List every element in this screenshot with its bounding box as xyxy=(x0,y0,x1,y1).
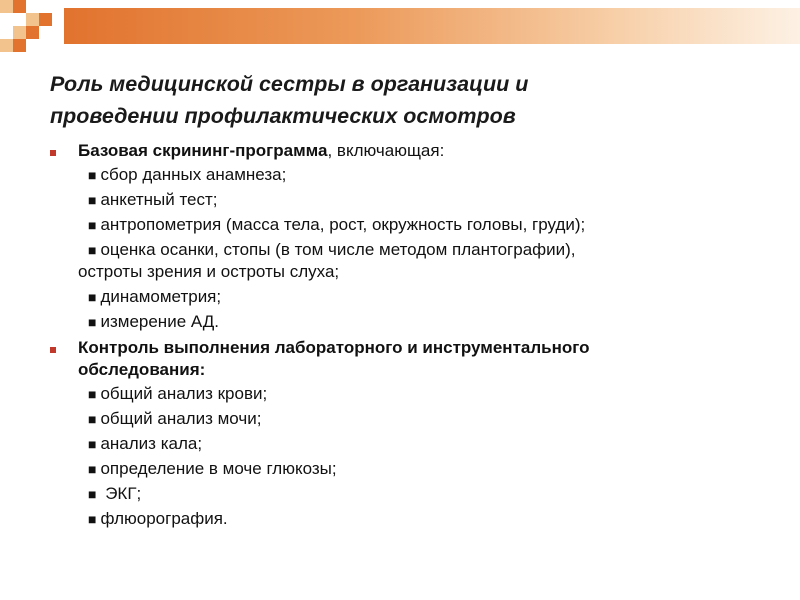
list-item xyxy=(88,456,770,481)
slide-title xyxy=(50,68,770,132)
list-item-text: общий анализ крови; xyxy=(100,383,268,403)
slide-title-line-1: Роль медицинской сестры в организации и xyxy=(50,72,529,96)
item-marker: ■ xyxy=(88,510,97,527)
section-heading-bold: Базовая скрининг-программа xyxy=(78,141,328,160)
item-marker: ■ xyxy=(88,460,97,477)
section-heading xyxy=(78,140,770,162)
corner-decor-square-8 xyxy=(13,39,26,52)
list-item-text: анализ кала; xyxy=(100,433,203,453)
list-item-text: антропометрия (масса тела, рост, окружность головы, груди); xyxy=(100,214,586,234)
section-bullet xyxy=(50,150,56,156)
corner-decor-square-6 xyxy=(26,26,39,39)
item-marker: ■ xyxy=(88,191,97,208)
list-item xyxy=(88,406,770,431)
list-item xyxy=(88,431,770,456)
list-item xyxy=(88,187,770,212)
item-marker: ■ xyxy=(88,241,97,258)
item-marker: ■ xyxy=(88,288,97,305)
item-marker: ■ xyxy=(88,385,97,402)
list-item xyxy=(88,506,770,531)
section-lab-control xyxy=(50,337,770,531)
list-item-text: оценка осанки, стопы (в том числе методом плантографии), xyxy=(100,239,576,259)
list-item xyxy=(88,284,770,309)
item-marker: ■ xyxy=(88,166,97,183)
item-marker: ■ xyxy=(88,216,97,233)
list-item-text: динамометрия; xyxy=(100,286,222,306)
list-item-text: ЭКГ; xyxy=(100,483,142,503)
list-item-text: общий анализ мочи; xyxy=(100,408,262,428)
list-item xyxy=(88,381,770,406)
list-item-text: измерение АД. xyxy=(100,311,220,331)
corner-decor-square-3 xyxy=(26,13,39,26)
item-marker: ■ xyxy=(88,410,97,427)
list-item xyxy=(88,481,770,506)
section-heading-rest: , включающая: xyxy=(327,141,445,160)
list-item xyxy=(78,237,770,284)
list-item-continuation: остроты зрения и остроты слуха; xyxy=(78,261,340,281)
corner-decor-square-7 xyxy=(0,39,13,52)
item-marker: ■ xyxy=(88,313,97,330)
corner-decor-square-1 xyxy=(0,0,13,13)
section-heading xyxy=(78,337,770,381)
item-marker: ■ xyxy=(88,485,97,502)
list-item xyxy=(88,212,770,237)
corner-decor-square-2 xyxy=(13,0,26,13)
header-gradient-bar xyxy=(64,8,800,44)
slide-title-line-2: проведении профилактических осмотров xyxy=(50,104,516,128)
section-bullet xyxy=(50,347,56,353)
list-item-text: анкетный тест; xyxy=(100,189,218,209)
section-heading-bold-line-1: Контроль выполнения лабораторного и инструментального xyxy=(78,338,590,357)
list-item xyxy=(88,162,770,187)
item-marker: ■ xyxy=(88,435,97,452)
list-item-text: сбор данных анамнеза; xyxy=(100,164,287,184)
corner-decor-square-4 xyxy=(39,13,52,26)
corner-decor-square-5 xyxy=(13,26,26,39)
list-item-text: определение в моче глюкозы; xyxy=(100,458,337,478)
section-screening xyxy=(50,140,770,334)
section-heading-bold-line-2: обследования: xyxy=(78,360,206,379)
list-item xyxy=(88,309,770,334)
slide-content xyxy=(50,140,770,531)
list-item-text: флюорография. xyxy=(100,508,228,528)
